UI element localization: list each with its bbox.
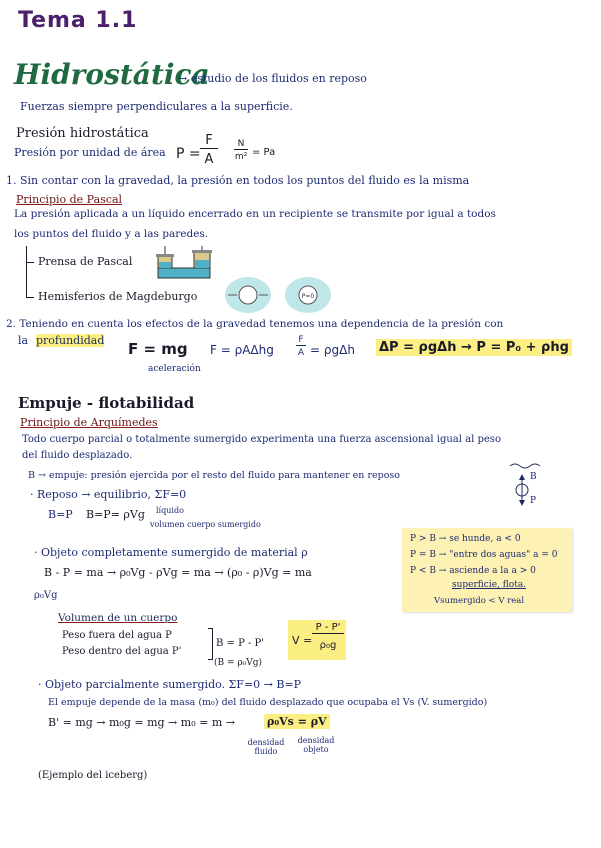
pascal-heading: Principio de Pascal [16, 193, 123, 206]
pascal-bracket-line [26, 246, 27, 298]
presion-frac-num: F [200, 133, 218, 149]
section-heading-hidrostatica: Hidrostática [14, 58, 210, 91]
objeto-rho0g: ρ₀Vg [34, 590, 58, 601]
gravedad-f1: F = mg [128, 340, 188, 358]
volumen-heading: Volumen de un cuerpo [58, 612, 178, 624]
pascal-line1: La presión aplicada a un líquido encerrado en un recipiente se transmite por igual a todos [14, 208, 496, 220]
hemisferios-illustration [224, 274, 334, 316]
presion-units-den: m² [234, 152, 248, 162]
objeto-parcial-highlight: ρ₀Vs = ρV [264, 714, 330, 729]
objeto-parcial-a: El empuje depende de la masa (m₀) del fluido desplazado que ocupaba el Vs (V. sumergido) [48, 697, 488, 708]
pascal-item-hemisferios: Hemisferios de Magdeburgo [38, 290, 198, 303]
page-title: Tema 1.1 [18, 8, 138, 33]
gravedad-line1: 2. Teniendo en cuenta los efectos de la gravedad tenemos una dependencia de la presión con [6, 318, 504, 330]
volumen-v-den: ρ₀g [319, 640, 337, 651]
sticky-line5: Vsumergido < V real [434, 596, 525, 606]
svg-text:P=0: P=0 [301, 293, 315, 300]
presion-units-num: N [234, 139, 248, 150]
presion-def: Presión por unidad de área [14, 146, 166, 159]
volumen-peso1: Peso fuera del agua P [62, 630, 172, 641]
pascal-bracket-tick1 [26, 262, 34, 263]
sticky-line1: P > B → se hunde, a < 0 [410, 534, 521, 544]
prensa-de-pascal-illustration [154, 246, 216, 282]
volumen-v-num: P - P' [312, 622, 344, 634]
objeto-completo-eq: B - P = ma → ρ₀Vg - ρVg = ma → (ρ₀ - ρ)Vg = ma [44, 566, 312, 579]
gravedad-f1-label: aceleración [148, 364, 201, 374]
pascal-line2: los puntos del fluido y a las paredes. [14, 228, 209, 240]
presion-heading: Presión hidrostática [16, 126, 149, 141]
volumen-bracket [208, 628, 213, 660]
gravedad-line2-pre: la [18, 334, 29, 347]
sticky-line2: P = B → "entre dos aguas" a = 0 [410, 550, 558, 560]
arquimedes-line2: del fluido desplazado. [22, 450, 133, 461]
gravedad-f3-num: F [296, 335, 306, 346]
diagram-b-label: B [530, 472, 537, 482]
empuje-heading: Empuje - flotabilidad [18, 394, 195, 412]
empuje-reposo: · Reposo → equilibrio, ΣF=0 [30, 488, 187, 501]
presion-units-eq: = Pa [252, 147, 276, 158]
presion-frac-den: A [204, 152, 214, 167]
sticky-note [402, 528, 572, 612]
fuerzas-line: Fuerzas siempre perpendiculares a la superficie. [20, 100, 293, 113]
volumen-peso-sub: (B = ρ₀Vg) [214, 658, 263, 668]
empuje-diagram [508, 458, 548, 508]
presion-formula-p: P = [176, 146, 201, 162]
empuje-b-def: B → empuje: presión ejercida por el resto del fluido para mantener en reposo [28, 470, 401, 481]
gravedad-f4: ΔP = ρgΔh → P = P₀ + ρhg [376, 339, 572, 356]
empuje-bp: B=P [48, 508, 73, 521]
objeto-completo-line: · Objeto completamente sumergido de material ρ [34, 546, 308, 559]
pascal-bracket-tick2 [26, 297, 34, 298]
arquimedes-line1: Todo cuerpo parcial o totalmente sumergido experimenta una fuerza ascensional igual al peso [22, 434, 501, 445]
empuje-bp2: B=P= ρVg [86, 508, 145, 521]
volumen-peso-eq: B = P - P' [216, 638, 265, 649]
densidad-objeto-label: densidad objeto [297, 736, 335, 754]
empuje-bp2-volumen: volumen cuerpo sumergido [150, 520, 261, 529]
gravedad-f3-rest: = ρgΔh [310, 343, 355, 357]
arquimedes-heading: Principio de Arquímedes [20, 416, 158, 429]
diagram-p-label: P [530, 496, 537, 506]
sticky-line4: superficie, flota. [452, 580, 527, 590]
volumen-v-lhs: V = [292, 634, 313, 647]
iceberg-note: (Ejemplo del iceberg) [38, 770, 148, 781]
sticky-line3: P < B → asciende a la a > 0 [410, 566, 536, 576]
gravedad-f3-den: A [297, 348, 305, 358]
objeto-parcial-eq: B' = mg → m₀g = mg → m₀ = m → [48, 716, 235, 729]
presion-point1: 1. Sin contar con la gravedad, la presión en todos los puntos del fluido es la misma [6, 174, 470, 187]
pascal-item-prensa: Prensa de Pascal [38, 255, 133, 268]
gravedad-profundidad: profundidad [36, 334, 105, 347]
empuje-bp2-liquido: líquido [156, 506, 184, 515]
hidrostatica-subtitle: → estudio de los fluidos en reposo [178, 72, 367, 85]
volumen-peso2: Peso dentro del agua P' [62, 646, 182, 657]
objeto-parcial-line: · Objeto parcialmente sumergido. ΣF=0 → B=P [38, 678, 302, 691]
densidad-fluido-label: densidad fluido [247, 738, 285, 756]
gravedad-f2: F = ρAΔhg [210, 343, 274, 357]
